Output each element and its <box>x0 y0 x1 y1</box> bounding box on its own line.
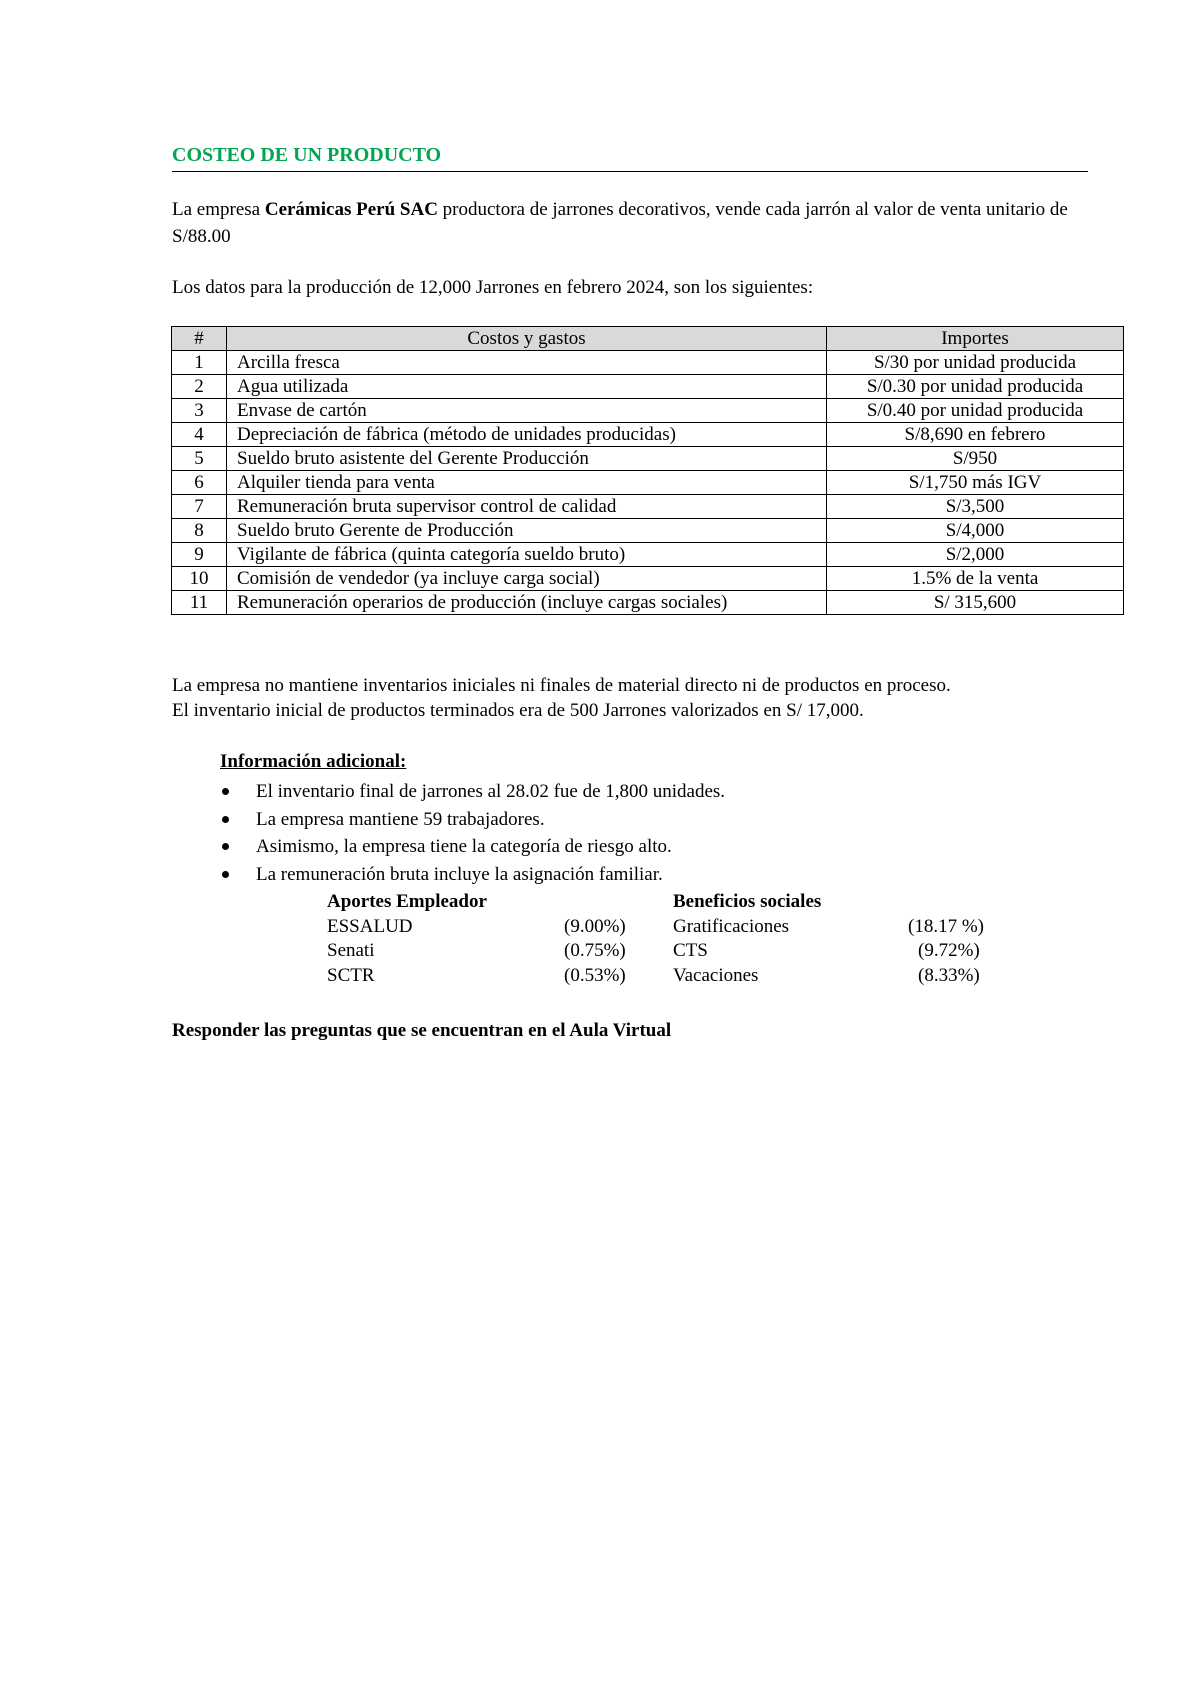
benefit-rate: (18.17 %) <box>908 915 984 937</box>
social-benefits-rates <box>908 890 984 988</box>
row-amount: S/0.40 por unidad producida <box>827 399 1124 423</box>
costs-table <box>171 326 1124 615</box>
inventory-note-line: La empresa no mantiene inventarios iniciales ni finales de material directo ni de productos en proceso. <box>172 675 951 696</box>
row-number: 10 <box>172 567 227 591</box>
row-concept: Alquiler tienda para venta <box>227 471 827 495</box>
table-header-row <box>172 327 1124 351</box>
row-amount: S/1,750 más IGV <box>827 471 1124 495</box>
table-row <box>172 471 1124 495</box>
row-number: 7 <box>172 495 227 519</box>
contribution-name: Senati <box>327 940 375 961</box>
contribution-name: ESSALUD <box>327 915 413 937</box>
list-item: El inventario final de jarrones al 28.02 fue de 1,800 unidades. <box>220 778 725 806</box>
row-number: 2 <box>172 375 227 399</box>
employer-contributions-rates <box>564 890 626 988</box>
table-row <box>172 399 1124 423</box>
contribution-rate: (0.53%) <box>564 964 626 986</box>
list-item: La remuneración bruta incluye la asignación familiar. <box>220 861 725 889</box>
row-concept: Comisión de vendedor (ya incluye carga social) <box>227 567 827 591</box>
closing-instruction: Responder las preguntas que se encuentran en el Aula Virtual <box>172 1020 672 1041</box>
table-row <box>172 543 1124 567</box>
row-number: 11 <box>172 591 227 615</box>
document-title: COSTEO DE UN PRODUCTO <box>172 144 1088 172</box>
data-intro: Los datos para la producción de 12,000 Jarrones en febrero 2024, son los siguientes: <box>172 277 814 298</box>
benefit-name: Vacaciones <box>673 964 759 986</box>
table-row <box>172 519 1124 543</box>
row-amount: S/2,000 <box>827 543 1124 567</box>
row-amount: S/3,500 <box>827 495 1124 519</box>
row-number: 6 <box>172 471 227 495</box>
row-number: 5 <box>172 447 227 471</box>
social-benefits-header: Beneficios sociales <box>673 891 822 912</box>
contribution-name: SCTR <box>327 964 375 986</box>
row-concept: Vigilante de fábrica (quinta categoría sueldo bruto) <box>227 543 827 567</box>
row-number: 8 <box>172 519 227 543</box>
row-concept: Depreciación de fábrica (método de unidades producidas) <box>227 423 827 447</box>
row-amount: 1.5% de la venta <box>827 567 1124 591</box>
table-row <box>172 351 1124 375</box>
benefit-rate: (9.72%) <box>918 940 980 961</box>
contribution-rate: (9.00%) <box>564 915 626 937</box>
header-concept: Costos y gastos <box>227 327 827 351</box>
row-concept: Envase de cartón <box>227 399 827 423</box>
list-item: Asimismo, la empresa tiene la categoría de riesgo alto. <box>220 833 725 861</box>
table-row <box>172 567 1124 591</box>
employer-contributions-header: Aportes Empleador <box>327 891 487 912</box>
table-row <box>172 423 1124 447</box>
table-row <box>172 591 1124 615</box>
intro-prefix: La empresa <box>172 199 265 220</box>
table-row <box>172 495 1124 519</box>
inventory-note-line: El inventario inicial de productos terminados era de 500 Jarrones valorizados en S/ 17,000. <box>172 700 864 721</box>
row-number: 1 <box>172 351 227 375</box>
intro-suffix: productora de jarrones decorativos, vende cada jarrón al valor de venta unitario de S/88.00 <box>172 199 1068 247</box>
table-row <box>172 375 1124 399</box>
inventory-note <box>172 673 1102 723</box>
additional-info-list <box>220 778 725 888</box>
contribution-rate: (0.75%) <box>564 940 626 961</box>
row-concept: Remuneración bruta supervisor control de calidad <box>227 495 827 519</box>
header-amount: Importes <box>827 327 1124 351</box>
benefit-name: Gratificaciones <box>673 915 790 937</box>
row-amount: S/4,000 <box>827 519 1124 543</box>
row-amount: S/0.30 por unidad producida <box>827 375 1124 399</box>
row-amount: S/8,690 en febrero <box>827 423 1124 447</box>
row-amount: S/ 315,600 <box>827 591 1124 615</box>
benefit-rate: (8.33%) <box>918 964 980 986</box>
row-amount: S/950 <box>827 447 1124 471</box>
intro-paragraph <box>172 196 1102 250</box>
employer-contributions-names <box>327 890 487 988</box>
company-name: Cerámicas Perú SAC <box>264 199 438 220</box>
additional-info-title: Información adicional: <box>220 751 407 772</box>
social-benefits-names <box>673 890 821 988</box>
benefit-name: CTS <box>673 940 708 961</box>
table-row <box>172 447 1124 471</box>
row-number: 4 <box>172 423 227 447</box>
row-number: 3 <box>172 399 227 423</box>
row-amount: S/30 por unidad producida <box>827 351 1124 375</box>
row-number: 9 <box>172 543 227 567</box>
row-concept: Sueldo bruto asistente del Gerente Producción <box>227 447 827 471</box>
header-number: # <box>172 327 227 351</box>
row-concept: Arcilla fresca <box>227 351 827 375</box>
list-item: La empresa mantiene 59 trabajadores. <box>220 806 725 834</box>
row-concept: Remuneración operarios de producción (incluye cargas sociales) <box>227 591 827 615</box>
row-concept: Sueldo bruto Gerente de Producción <box>227 519 827 543</box>
row-concept: Agua utilizada <box>227 375 827 399</box>
